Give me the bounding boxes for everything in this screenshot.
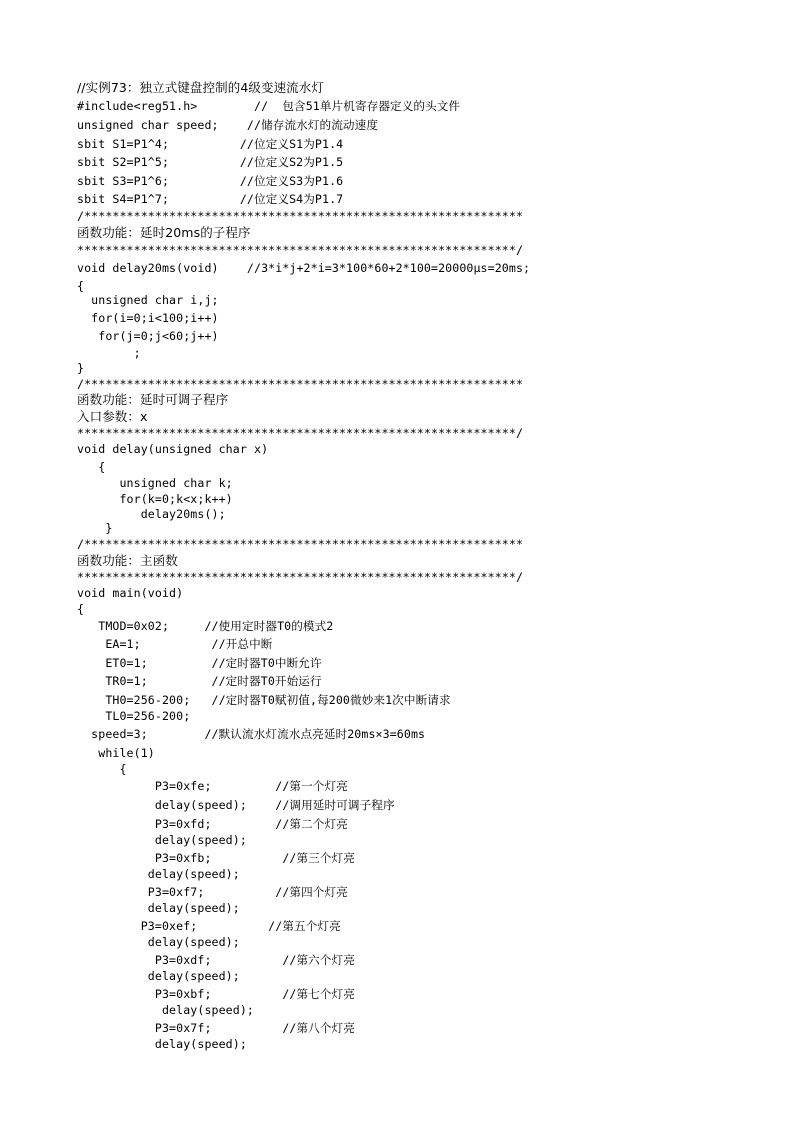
code-line: { xyxy=(77,602,85,616)
comment-divider: **************************************************************/ xyxy=(77,426,524,440)
code-line: delay(speed); //调用延时可调子程序 xyxy=(77,798,395,812)
code-line: P3=0xfb; //第三个灯亮 xyxy=(77,851,355,865)
comment-divider: /************************************************************** xyxy=(77,537,524,551)
code-line: while(1) xyxy=(77,746,155,760)
code-line: delay(speed); xyxy=(77,1003,255,1017)
code-line: void delay20ms(void) //3*i*j+2*i=3*100*60+2*100=20000μs=20ms; xyxy=(77,261,531,275)
code-line: P3=0xf7; //第四个灯亮 xyxy=(77,885,348,899)
code-line: #include<reg51.h> // 包含51单片机寄存器定义的头文件 xyxy=(77,99,461,113)
code-line: sbit S3=P1^6; //位定义S3为P1.6 xyxy=(77,174,344,188)
code-line: TMOD=0x02; //使用定时器T0的模式2 xyxy=(77,619,334,633)
code-line: unsigned char speed; //储存流水灯的流动速度 xyxy=(77,118,379,132)
code-line: for(j=0;j<60;j++) xyxy=(77,329,219,343)
code-line: EA=1; //开总中断 xyxy=(77,637,273,651)
code-line: P3=0xef; //第五个灯亮 xyxy=(77,919,341,933)
code-line: delay(speed); xyxy=(77,901,240,915)
comment-divider: /************************************************************** xyxy=(77,377,524,391)
code-line: 函数功能：主函数 xyxy=(77,553,178,568)
code-line: P3=0x7f; //第八个灯亮 xyxy=(77,1021,355,1035)
code-line: speed=3; //默认流水灯流水点亮延时20ms×3=60ms xyxy=(77,727,426,741)
code-line: ET0=1; //定时器T0中断允许 xyxy=(77,656,322,670)
code-line: void main(void) xyxy=(77,586,184,600)
code-line: delay(speed); xyxy=(77,1037,247,1051)
code-line: 函数功能：延时20ms的子程序 xyxy=(77,225,251,240)
comment-divider: **************************************************************/ xyxy=(77,570,524,584)
code-line: { xyxy=(77,279,85,293)
code-line: for(k=0;k<x;k++) xyxy=(77,492,233,506)
code-line: P3=0xdf; //第六个灯亮 xyxy=(77,953,355,967)
code-line: sbit S4=P1^7; //位定义S4为P1.7 xyxy=(77,192,344,206)
code-line: for(i=0;i<100;i++) xyxy=(77,311,219,325)
code-line: sbit S1=P1^4; //位定义S1为P1.4 xyxy=(77,137,344,151)
code-line: 入口参数：x xyxy=(77,409,148,424)
code-line: sbit S2=P1^5; //位定义S2为P1.5 xyxy=(77,155,344,169)
code-line: delay(speed); xyxy=(77,935,240,949)
code-line: delay(speed); xyxy=(77,833,247,847)
code-line: 函数功能：延时可调子程序 xyxy=(77,392,229,407)
code-line: TR0=1; //定时器T0开始运行 xyxy=(77,674,322,688)
code-line: delay(speed); xyxy=(77,969,240,983)
comment-divider: **************************************************************/ xyxy=(77,243,524,257)
code-line: TL0=256-200; xyxy=(77,709,191,723)
code-line: //实例73：独立式键盘控制的4级变速流水灯 xyxy=(77,80,324,95)
code-line: } xyxy=(77,361,85,375)
code-line: { xyxy=(77,460,106,474)
code-line: ; xyxy=(77,346,141,360)
code-line: P3=0xbf; //第七个灯亮 xyxy=(77,987,355,1001)
code-line: delay20ms(); xyxy=(77,507,226,521)
code-line: P3=0xfd; //第二个灯亮 xyxy=(77,817,348,831)
code-line: P3=0xfe; //第一个灯亮 xyxy=(77,779,348,793)
code-line: unsigned char i,j; xyxy=(77,293,219,307)
code-line: } xyxy=(77,521,113,535)
code-line: TH0=256-200; //定时器T0赋初值,每200微妙来1次中断请求 xyxy=(77,693,451,707)
code-line: delay(speed); xyxy=(77,867,240,881)
code-line: void delay(unsigned char x) xyxy=(77,442,269,456)
code-line: unsigned char k; xyxy=(77,476,233,490)
comment-divider: /************************************************************** xyxy=(77,209,524,223)
code-line: { xyxy=(77,762,127,776)
